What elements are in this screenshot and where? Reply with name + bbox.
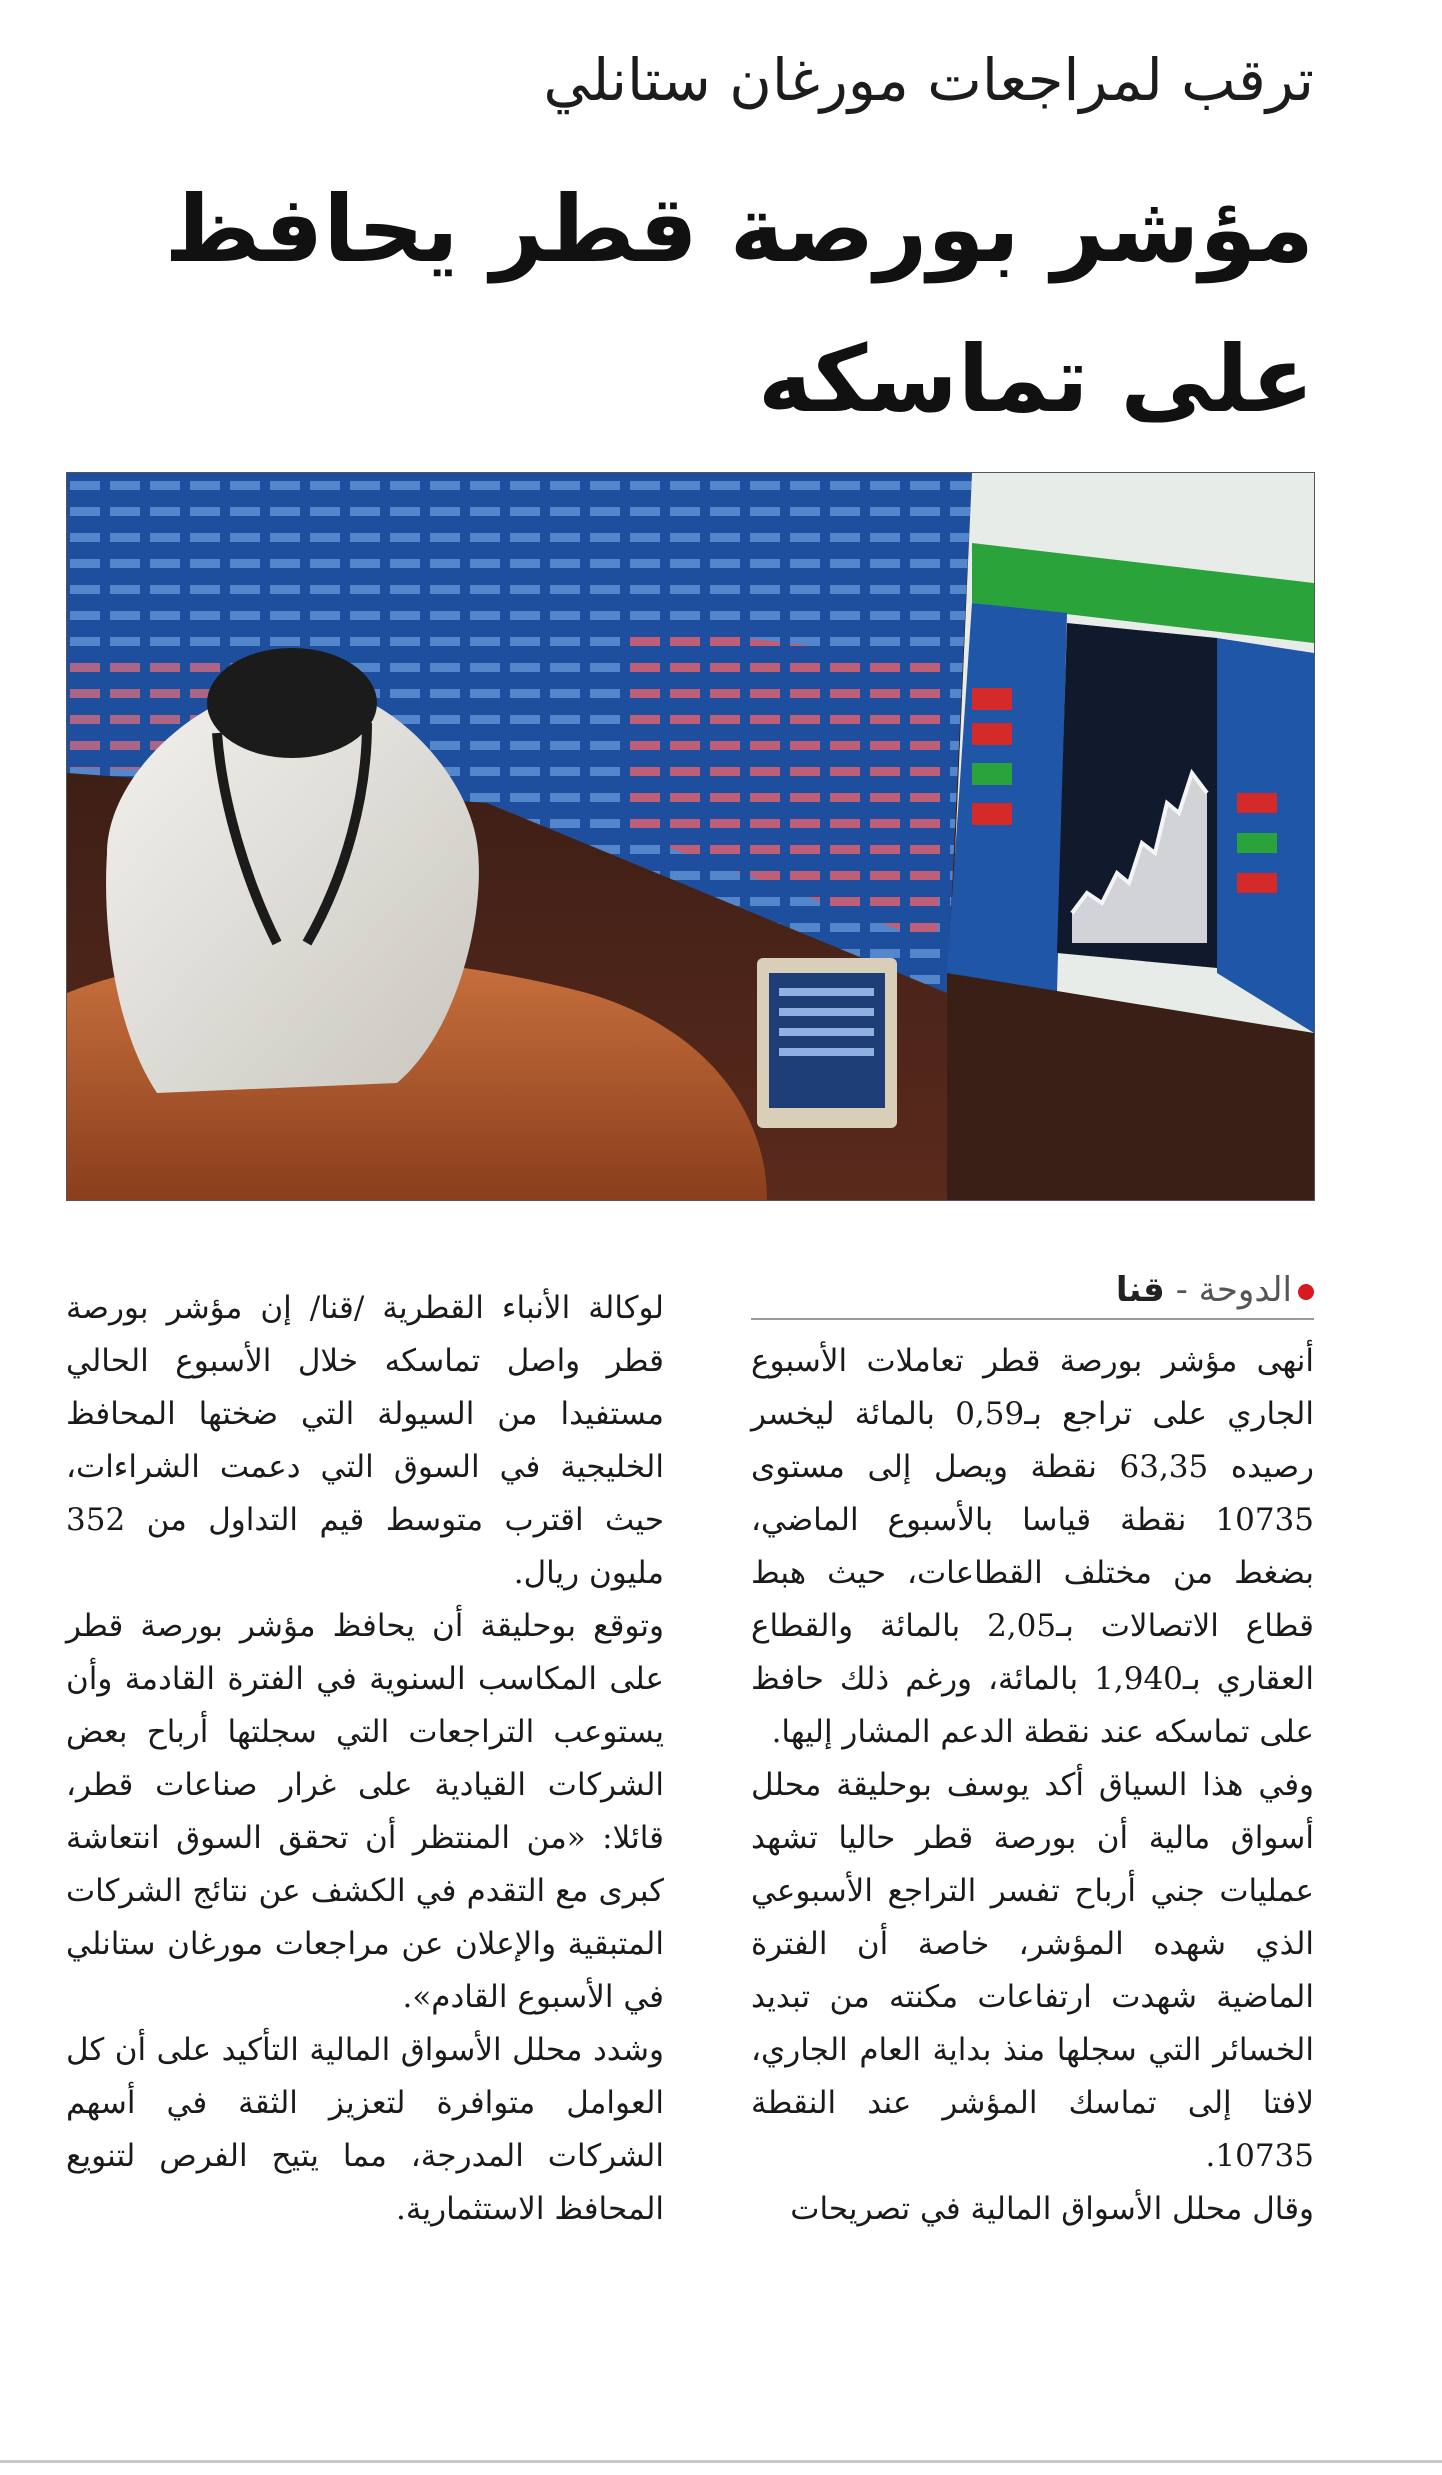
dateline-city: الدوحة	[1198, 1270, 1292, 1310]
paragraph: وقال محلل الأسواق المالية في تصريحات	[790, 2191, 1314, 2227]
paragraph: وتوقع بوحليقة أن يحافظ مؤشر بورصة قطر على المكاسب السنوية في الفترة القادمة وأن يستوعب التراجعات التي سجلتها أرباح بعض الشركات القيادية على غرار صناعات قطر، قائلا: «من المنتظر أن تحقق السوق انتعاشة كبرى مع التقدم في الكشف عن نتائج الشركات المتبقية والإعلان عن مراجعات مورغان ستانلي في الأسبوع القادم».	[66, 1608, 664, 2015]
article-column-right	[751, 1335, 1314, 2236]
red-dot-icon	[1298, 1284, 1314, 1300]
headline-line-2: على تماسكه	[757, 326, 1314, 433]
article-headline	[114, 155, 1314, 455]
headline-line-1: مؤشر بورصة قطر يحافظ	[164, 176, 1314, 283]
article-photo	[66, 472, 1315, 1201]
dateline-row	[751, 1262, 1314, 1320]
article-column-left	[66, 1282, 664, 2236]
paragraph: لوكالة الأنباء القطرية /قنا/ إن مؤشر بورصة قطر واصل تماسكه خلال الأسبوع الحالي مستفيدا من السيولة التي ضختها المحافظ الخليجية في السوق التي دعمت الشراءات، حيث اقترب متوسط قيم التداول من 352 مليون ريال.	[66, 1290, 664, 1591]
dateline	[751, 1262, 1314, 1318]
article-kicker: ترقب لمراجعات مورغان ستانلي	[543, 46, 1314, 114]
paragraph: أنهى مؤشر بورصة قطر تعاملات الأسبوع الجاري على تراجع بـ0,59 بالمائة ليخسر رصيده 63,35 نقطة ويصل إلى مستوى 10735 نقطة قياسا بالأسبوع الماضي، بضغط من مختلف القطاعات، حيث هبط قطاع الاتصالات بـ2,05 بالمائة والقطاع العقاري بـ1,940 بالمائة، ورغم ذلك حافظ على تماسكه عند نقطة الدعم المشار إليها.	[751, 1343, 1315, 1750]
paragraph: وفي هذا السياق أكد يوسف بوحليقة محلل أسواق مالية أن بورصة قطر حاليا تشهد عمليات جني أرباح تفسر التراجع الأسبوعي الذي شهده المؤشر، خاصة أن الفترة الماضية شهدت ارتفاعات مكنته من تبديد الخسائر التي سجلها منذ بداية العام الجاري، لافتا إلى تماسك المؤشر عند النقطة 10735.	[751, 1767, 1314, 2174]
dateline-separator: -	[1175, 1270, 1188, 1310]
dateline-agency: قنا	[1115, 1270, 1165, 1310]
stock-exchange-photo	[67, 473, 1314, 1200]
paragraph: وشدد محلل الأسواق المالية التأكيد على أن كل العوامل متوافرة لتعزيز الثقة في أسهم الشركات المدرجة، مما يتيح الفرص لتنويع المحافظ الاستثمارية.	[66, 2032, 664, 2227]
bottom-rule	[0, 2460, 1442, 2463]
